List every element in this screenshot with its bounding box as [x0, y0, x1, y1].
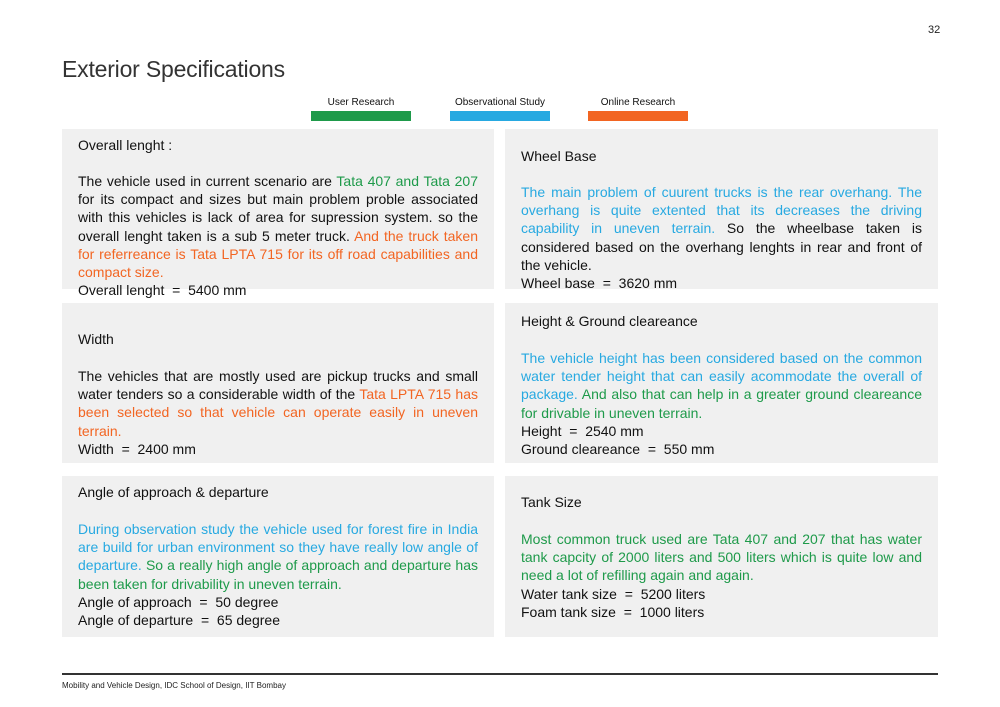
spec-line: Water tank size = 5200 liters	[521, 585, 706, 602]
legend-online-research	[588, 96, 688, 121]
card-wheel-base	[505, 129, 938, 292]
legend-color-bar	[311, 111, 411, 121]
text-segment-green: Tata 407 and Tata 207	[336, 173, 478, 189]
text-segment-blue: The vehicle height has been considered based on the common water tender height that can easily acommodate the overall of package.	[521, 350, 922, 403]
card-body	[78, 172, 478, 299]
card-overall-length	[62, 129, 494, 299]
text-segment-blue: The main problem of cuurent trucks is the rear overhang. The overhang is quite extented that its decreases the driving capability in uneven terrain.	[521, 184, 922, 237]
text-segment-green: And also that can help in a greater ground cleareance for drivable in uneven terrain.	[521, 386, 922, 421]
legend-user-research	[311, 96, 411, 121]
spec-line: Angle of departure = 65 degree	[78, 612, 280, 629]
text-segment-black: So the wheelbase taken is considered based on the overhang lenghts in rear and front of the vehicle.	[521, 220, 922, 273]
card-paragraph	[78, 172, 478, 281]
text-segment-black: The vehicle used in current scenario are	[78, 173, 337, 189]
card-heading: Wheel Base	[521, 148, 597, 164]
footer-rule	[62, 673, 938, 675]
card-body	[521, 530, 922, 621]
spec-list	[521, 274, 922, 292]
legend-label: Observational Study	[454, 97, 546, 108]
legend-label: Online Research	[600, 97, 676, 108]
card-angle-approach-departure	[62, 476, 494, 637]
text-segment-orange: Tata LPTA 715 has been selected so that vehicle can operate easily in uneven terrain.	[78, 386, 478, 439]
spec-list	[78, 440, 478, 458]
legend-observational-study	[450, 96, 550, 121]
page-title: Exterior Specifications	[62, 56, 285, 82]
card-width	[62, 303, 494, 463]
spec-line: Foam tank size = 1000 liters	[521, 603, 705, 620]
card-paragraph	[521, 183, 922, 274]
spec-list	[78, 593, 478, 629]
card-body	[521, 183, 922, 292]
text-segment-orange: And the truck taken for referreance is Tata LPTA 715 for its off road capabilities and compact size.	[78, 227, 478, 281]
card-heading: Overall lenght :	[78, 137, 173, 153]
card-body	[521, 349, 922, 458]
spec-line: Width = 2400 mm	[78, 440, 196, 457]
card-heading: Height & Ground cleareance	[521, 313, 698, 329]
page-number: 32	[928, 24, 941, 36]
spec-line: Height = 2540 mm	[521, 422, 644, 439]
card-paragraph	[78, 520, 478, 593]
card-paragraph	[78, 367, 478, 440]
text-segment-green: Most common truck used are Tata 407 and 207 that has water tank capcity of 2000 liters and 500 liters which is quite low and need a lot of refilling again and again.	[521, 531, 922, 584]
legend-label: User Research	[327, 97, 395, 108]
text-segment-black: for its compact and sizes but main problem proble associated with this vehicles is lack of area for supression system. so the overall lenght taken is a sub 5 meter truck.	[78, 191, 478, 244]
footer-text: Mobility and Vehicle Design, IDC School of Design, IIT Bombay	[62, 681, 286, 690]
spec-list	[521, 422, 922, 458]
spec-line: Overall lenght = 5400 mm	[78, 282, 247, 299]
spec-line: Angle of approach = 50 degree	[78, 593, 279, 610]
card-heading: Tank Size	[521, 494, 582, 510]
spec-line: Ground cleareance = 550 mm	[521, 441, 715, 458]
legend-color-bar	[588, 111, 688, 121]
card-height-ground-clearance	[505, 303, 938, 463]
card-body	[78, 367, 478, 458]
text-segment-blue: During observation study the vehicle used for forest fire in India are build for urban environment so they have really low angle of departure.	[78, 521, 478, 574]
spec-list	[521, 585, 922, 621]
card-body	[78, 520, 478, 629]
card-paragraph	[521, 530, 922, 585]
spec-list	[78, 281, 478, 299]
text-segment-black: The vehicles that are mostly used are pickup trucks and small water tenders so a considerable width of the	[78, 368, 478, 403]
card-heading: Angle of approach & departure	[78, 484, 269, 500]
legend-color-bar	[450, 111, 550, 121]
card-paragraph	[521, 349, 922, 422]
card-tank-size	[505, 476, 938, 637]
text-segment-green: So a really high angle of approach and departure has been taken for drivability in uneven terrain.	[78, 557, 478, 592]
spec-line: Wheel base = 3620 mm	[521, 275, 678, 292]
card-heading: Width	[78, 331, 114, 347]
